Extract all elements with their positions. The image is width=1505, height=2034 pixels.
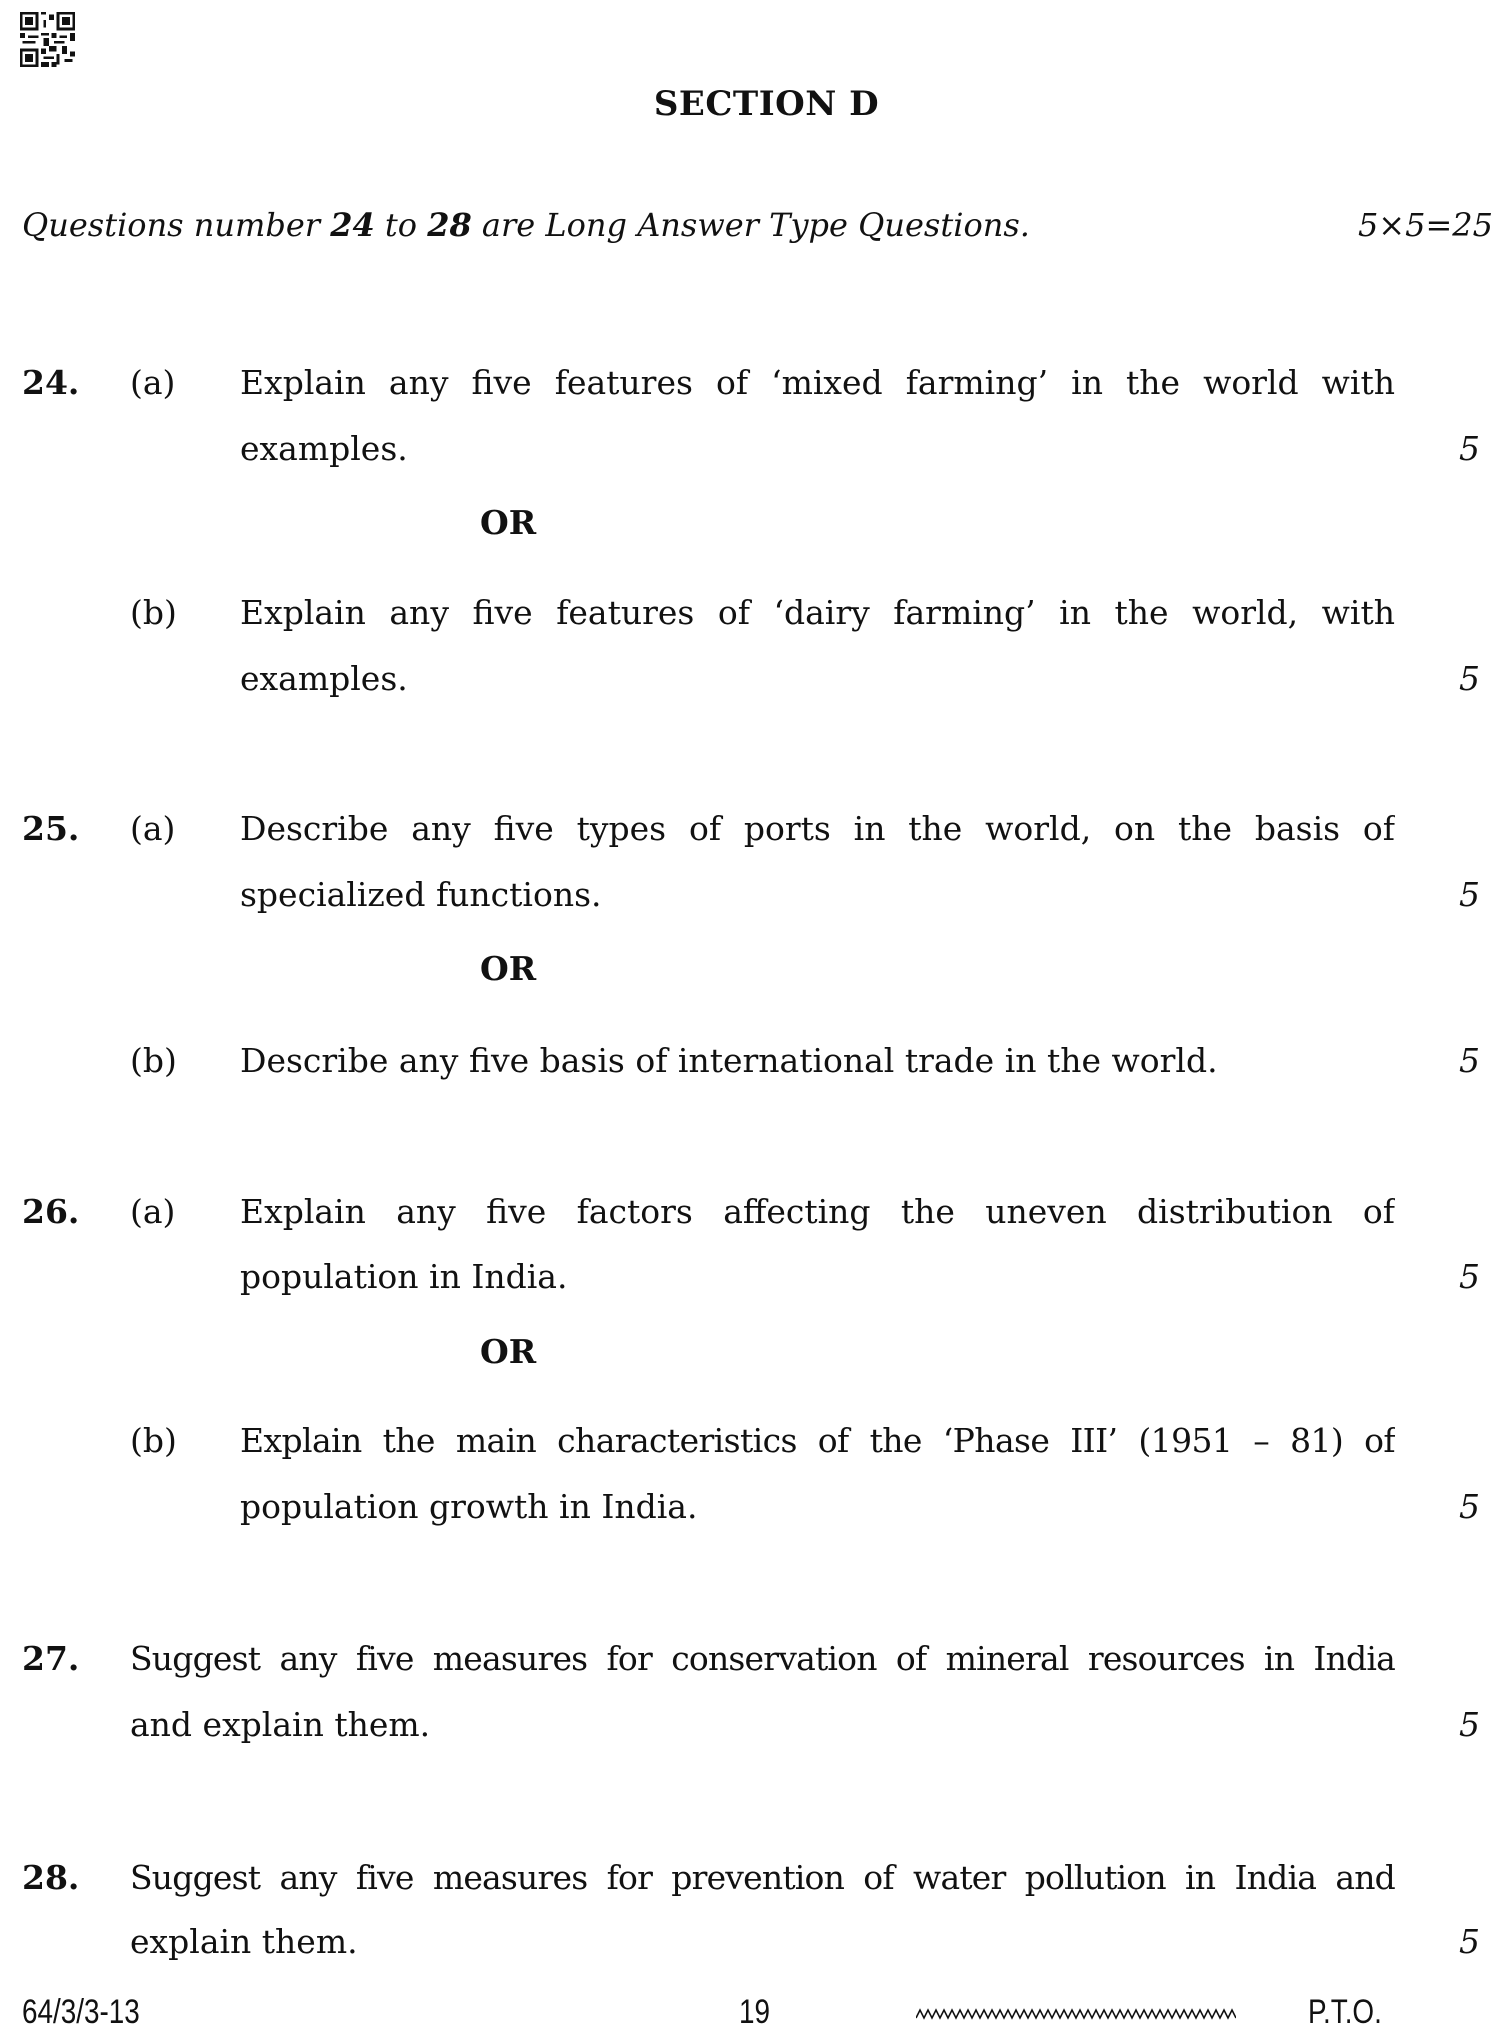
or-separator: OR (480, 503, 537, 542)
page-number: 19 (739, 1993, 771, 2031)
instruction-from-number: 24 (330, 206, 375, 244)
question-text-line: specialized functions. (240, 875, 602, 914)
or-separator: OR (480, 949, 537, 988)
question-text-line: population growth in India. (240, 1487, 698, 1526)
marks-scheme: 5×5=25 (1357, 206, 1493, 244)
question-text-line: Describe any five basis of international trade in the world. (240, 1041, 1218, 1080)
wavy-line-icon (916, 2006, 1236, 2022)
question-number: 26. (22, 1192, 80, 1231)
pto-label: P.T.O. (1308, 1993, 1382, 2031)
question-text-line: Suggest any five measures for prevention of water pollution in India and (130, 1858, 1395, 1897)
qr-code-icon (20, 12, 75, 67)
question-text-line: Explain any five factors affecting the uneven distribution of (240, 1192, 1395, 1231)
question-text-line: Suggest any five measures for conservation of mineral resources in India (130, 1639, 1395, 1678)
section-instruction (22, 205, 1030, 245)
question-number: 24. (22, 363, 80, 402)
instruction-text: are Long Answer Type Questions. (471, 206, 1030, 244)
marks-label: 5 (1459, 1041, 1480, 1080)
part-label: (a) (130, 363, 176, 402)
marks-label: 5 (1459, 429, 1480, 468)
question-text-line: Explain the main characteristics of the ‘Phase III’ (1951 – 81) of (240, 1421, 1395, 1460)
part-label: (a) (130, 809, 176, 848)
question-text-line: Describe any five types of ports in the world, on the basis of (240, 809, 1395, 848)
question-text-line: examples. (240, 659, 408, 698)
marks-label: 5 (1459, 1257, 1480, 1296)
marks-label: 5 (1459, 1705, 1480, 1744)
question-text-line: and explain them. (130, 1705, 431, 1744)
marks-label: 5 (1459, 659, 1480, 698)
marks-label: 5 (1459, 875, 1480, 914)
or-separator: OR (480, 1332, 537, 1371)
question-text-line: explain them. (130, 1922, 358, 1961)
part-label: (a) (130, 1192, 176, 1231)
part-label: (b) (130, 593, 177, 632)
part-label: (b) (130, 1041, 177, 1080)
question-text-line: population in India. (240, 1257, 568, 1296)
instruction-text: Questions number (22, 206, 331, 244)
question-number: 25. (22, 809, 80, 848)
instruction-text: to (374, 206, 428, 244)
question-number: 27. (22, 1639, 80, 1678)
section-title: SECTION D (653, 84, 880, 124)
question-text-line: Explain any five features of ‘dairy farming’ in the world, with (240, 593, 1395, 632)
question-text-line: Explain any five features of ‘mixed farming’ in the world with (240, 363, 1395, 402)
part-label: (b) (130, 1421, 177, 1460)
marks-label: 5 (1459, 1487, 1480, 1526)
question-number: 28. (22, 1858, 80, 1897)
question-text-line: examples. (240, 429, 408, 468)
instruction-to-number: 28 (427, 206, 472, 244)
paper-code: 64/3/3-13 (22, 1993, 140, 2031)
marks-label: 5 (1459, 1922, 1480, 1961)
